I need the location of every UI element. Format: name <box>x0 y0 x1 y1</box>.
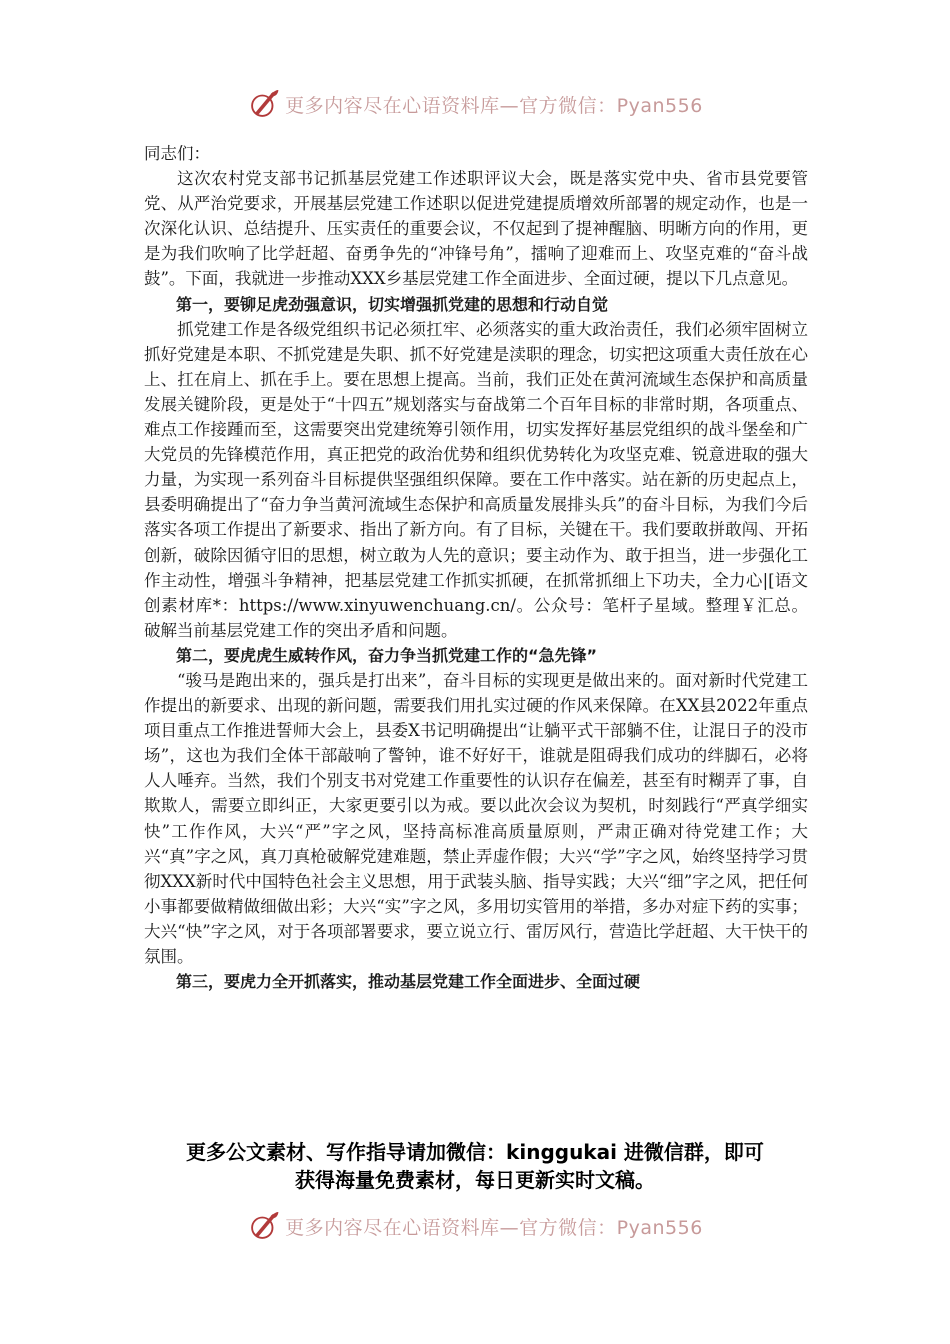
paragraph-section-2: “骏马是跑出来的，强兵是打出来”，奋斗目标的实现更是做出来的。面对新时代党建工作提出的新要求、出现的新问题，需要我们用扎实过硬的作风来保障。在XX县2022年重点项目重点工作推进誓师大会上，县委X书记明确提出“让躺平式干部躺不住，让混日子的没市场”，这也为我们全体干部敲响了警钟，谁不好好干，谁就是阻碍我们成功的绊脚石，必将人人唾弃。当然，我们个别支书对党建工作重要性的认识存在偏差，甚至有时糊弄了事，自欺欺人，需要立即纠正，大家更要引以为戒。要以此次会议为契机，时刻践行“严真学细实快”工作作风，大兴“严”字之风，坚持高标准高质量原则，严肃正确对待党建工作；大兴“真”字之风，真刀真枪破解党建难题，禁止弄虚作假；大兴“学”字之风，始终坚持学习贯彻XXX新时代中国特色社会主义思想，用于武装头脑、指导实践；大兴“细”字之风，把任何小事都要做精做细做出彩；大兴“实”字之风，多用切实管用的举措，多办对症下药的实事；大兴“快”字之风，对于各项部署要求，要立说立行、雷厉风行，营造比学赶超、大干快干的氛围。 <box>144 670 808 966</box>
section-heading-3: 第三，要虎力全开抓落实，推动基层党建工作全面进步、全面过硬 <box>176 972 641 992</box>
document-body <box>144 141 808 994</box>
paragraph-section-1: 抓党建工作是各级党组织书记必须扛牢、必须落实的重大政治责任，我们必须牢固树立抓好党建是本职、不抓党建是失职、抓不好党建是渎职的理念，切实把这项重大责任放在心上、扛在肩上、抓在手上。要在思想上提高。当前，我们正处在黄河流域生态保护和高质量发展关键阶段，更是处于“十四五”规划落实与奋战第二个百年目标的非常时期，各项重点、难点工作接踵而至，这需要突出党建统筹引领作用，切实发挥好基层党组织的战斗堡垒和广大党员的先锋模范作用，真正把党的政治优势和组织优势转化为攻坚克难、锐意进取的强大力量，为实现一系列奋斗目标提供坚强组织保障。要在工作中落实。站在新的历史起点上，县委明确提出了“奋力争当黄河流域生态保护和高质量发展排头兵”的奋斗目标，为我们今后落实各项工作提出了新要求、指出了新方向。有了目标，关键在干。我们要敢拼敢闯、开拓创新，破除因循守旧的思想，树立敢为人先的意识；要主动作为、敢于担当，进一步强化工作主动性，增强斗争精神，把基层党建工作抓实抓硬，在抓常抓细上下功夫，全力心|[语文创素材库*：https://www.xinyuwenchuang.cn/。公众号：笔杆子星域。整理￥汇总。破解当前基层党建工作的突出矛盾和问题。 <box>144 319 808 640</box>
banner-text: 更多内容尽在心语资料库—官方微信：Pyan556 <box>285 1216 703 1239</box>
footer-banner <box>0 1208 950 1244</box>
promo-line-2: 获得海量免费素材，每日更新实时文稿。 <box>295 1168 655 1192</box>
greeting: 同志们： <box>144 144 210 163</box>
header-banner <box>0 86 950 122</box>
banner-text: 更多内容尽在心语资料库—官方微信：Pyan556 <box>285 94 703 117</box>
section-heading-2: 第二，要虎虎生威转作风，奋力争当抓党建工作的“急先锋” <box>176 645 598 665</box>
promo-line-1: 更多公文素材、写作指导请加微信：kinggukai 进微信群，即可 <box>186 1140 764 1164</box>
quill-pen-logo-icon <box>247 1209 281 1243</box>
paragraph-intro: 这次农村党支部书记抓基层党建工作述职评议大会，既是落实党中央、省市县党要管党、从严治党要求，开展基层党建工作述职以促进党建提质增效所部署的规定动作，也是一次深化认识、总结提升、压实责任的重要会议，不仅起到了提神醒脑、明晰方向的作用，更是为我们吹响了比学赶超、奋勇争先的“冲锋号角”，擂响了迎难而上、攻坚克难的“奋斗战鼓”。下面，我就进一步推动XXX乡基层党建工作全面进步、全面过硬，提以下几点意见。 <box>144 169 808 289</box>
quill-pen-logo-icon <box>247 87 281 121</box>
section-heading-1: 第一，要铆足虎劲强意识，切实增强抓党建的思想和行动自觉 <box>176 294 609 314</box>
promo-notice <box>130 1138 820 1194</box>
